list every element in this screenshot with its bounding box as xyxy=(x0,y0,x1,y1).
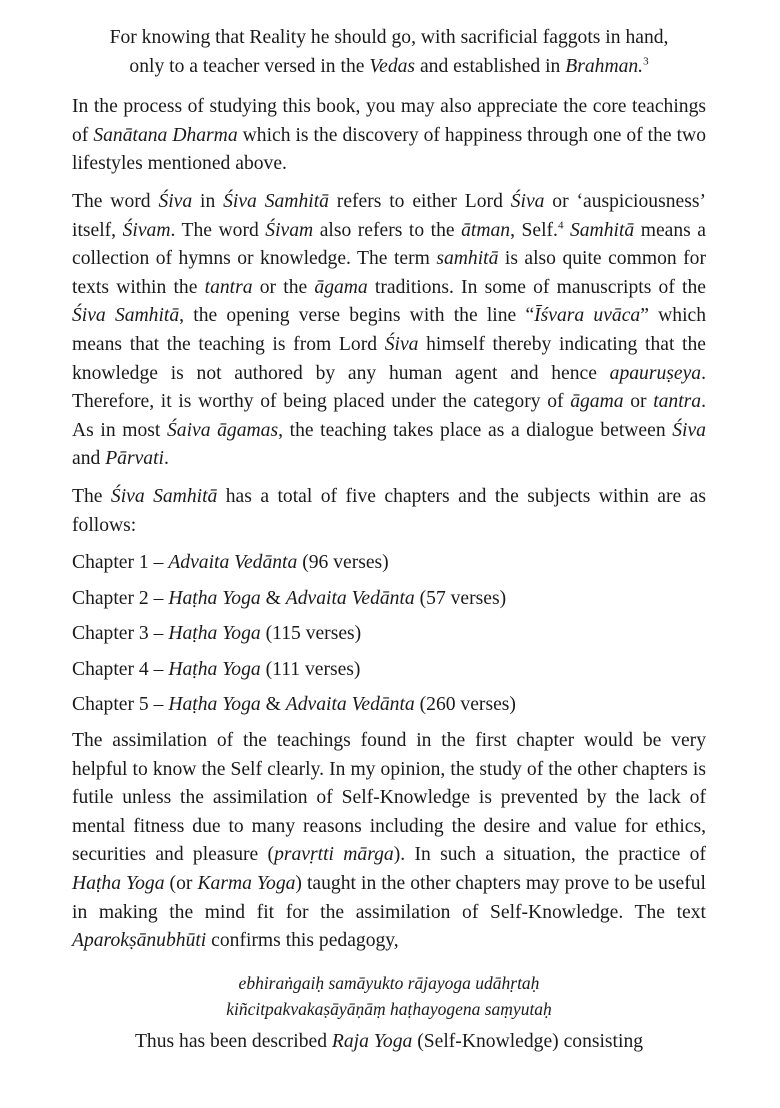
italic-term: Śaiva āgamas xyxy=(166,419,279,441)
italic-term: Haṭha Yoga xyxy=(168,694,261,716)
italic-term: Samhitā xyxy=(569,219,635,241)
text-run: which is the discovery of happiness through one of the two lifestyles mentioned above. xyxy=(72,124,706,175)
text-run: has a total of five chapters and the subjects within are as follows: xyxy=(72,485,706,536)
text-run: , the opening verse begins with the line “ xyxy=(179,305,535,327)
paragraph xyxy=(72,188,706,474)
italic-term: Sanātana Dharma xyxy=(93,124,238,146)
italic-term: Advaita Vedānta xyxy=(285,587,415,609)
body-paragraphs xyxy=(72,93,706,540)
text-run: ). In such a situation, the practice of xyxy=(393,844,706,866)
text-run: . As in most xyxy=(72,391,706,441)
text-run: The assimilation of the teachings found in the first chapter would be very helpful to know the Self clearly. In my opinion, the study of the other chapters is futile unless the assimilation of Self-Knowledge is prevented by the lack of mental fitness due to many reasons including the desire and value for ethics, securities and pleasure ( xyxy=(72,730,706,866)
book-page xyxy=(72,24,706,1065)
italic-term: pravṛtti mārga xyxy=(274,844,394,866)
footnote-ref: 4 xyxy=(557,219,564,232)
italic-term: Śiva Samhitā xyxy=(72,305,180,327)
text-run: ebhiraṅgaiḥ samāyukto rājayoga udāhṛtaḥ xyxy=(238,972,540,993)
text-run: The word xyxy=(72,190,159,212)
italic-term: Karma Yoga xyxy=(197,873,296,895)
text-run: in xyxy=(192,190,224,212)
italic-term: apauruṣeya xyxy=(609,362,702,384)
text-run: and xyxy=(72,448,106,470)
text-run: kiñcitpakvakaṣāyāṇāṃ haṭhayogena saṃyutaḥ xyxy=(226,998,552,1019)
italic-term: Śiva xyxy=(672,419,706,441)
text-run: In the process of studying this book, you may also appreciate the core teachings of xyxy=(72,96,706,146)
italic-term: āgama xyxy=(314,276,368,298)
body-paragraphs-2 xyxy=(72,727,706,956)
text-run: or ‘auspiciousness’ itself, xyxy=(72,190,706,241)
italic-term: Śiva Samhitā xyxy=(223,190,329,212)
text-run: & xyxy=(260,587,286,609)
chapter-item xyxy=(72,620,706,649)
text-run: Chapter 5 – xyxy=(72,694,169,716)
text-run: (Self-Knowledge) consisting xyxy=(412,1030,644,1052)
text-run: (260 verses) xyxy=(414,694,516,716)
text-run: himself thereby indicating that the knowledge is not authored by any human agent and hence xyxy=(72,333,706,384)
paragraph xyxy=(72,93,706,179)
text-run: & xyxy=(260,694,286,716)
italic-term: Pārvati xyxy=(105,448,164,470)
text-run: Chapter 1 – xyxy=(72,552,169,574)
chapter-list xyxy=(72,549,706,720)
italic-term: Haṭha Yoga xyxy=(168,623,261,645)
paragraph xyxy=(72,1028,706,1057)
chapter-item xyxy=(72,691,706,720)
text-run: . xyxy=(163,448,169,470)
italic-term: Śivam xyxy=(122,219,171,241)
italic-term: tantra xyxy=(653,391,702,413)
italic-term: ātman xyxy=(461,219,511,241)
chapter-item xyxy=(72,549,706,578)
text-run: confirms this pedagogy, xyxy=(206,930,399,952)
text-run: Thus has been described xyxy=(134,1030,332,1052)
italic-term: Śivam xyxy=(265,219,314,241)
text-run: (57 verses) xyxy=(414,587,507,609)
verse-line xyxy=(72,970,706,996)
italic-term: Brahman. xyxy=(565,55,644,77)
text-run: traditions. In some of manuscripts of the xyxy=(367,276,706,298)
text-run: (115 verses) xyxy=(260,623,362,645)
verse-line xyxy=(72,996,706,1022)
italic-term: Śiva xyxy=(510,190,545,212)
text-run: (or xyxy=(164,873,198,895)
chapter-item xyxy=(72,585,706,614)
text-run: or xyxy=(623,391,654,413)
paragraph xyxy=(72,483,706,540)
italic-term: Advaita Vedānta xyxy=(285,694,415,716)
text-run: means a collection of hymns or knowledge. The term xyxy=(72,219,706,270)
italic-term: Śiva xyxy=(158,190,193,212)
text-run: Chapter 2 – xyxy=(72,587,169,609)
text-run: is also quite common for texts within the xyxy=(72,248,706,298)
text-run: The xyxy=(72,485,111,507)
text-run: (111 verses) xyxy=(260,658,361,680)
intro-verse xyxy=(72,24,706,81)
italic-term: Haṭha Yoga xyxy=(72,873,165,895)
verse-line xyxy=(72,24,706,53)
text-run: Chapter 3 – xyxy=(72,623,169,645)
text-run: also refers to the xyxy=(313,219,462,241)
text-run: (96 verses) xyxy=(297,552,389,574)
italic-term: tantra xyxy=(204,276,253,298)
italic-term: samhitā xyxy=(436,248,499,270)
text-run: , the teaching takes place as a dialogue between xyxy=(278,419,673,441)
italic-term: āgama xyxy=(570,391,624,413)
italic-term: Haṭha Yoga xyxy=(168,587,261,609)
text-run: . Therefore, it is worthy of being placed under the category of xyxy=(72,362,706,413)
text-run: , Self. xyxy=(510,219,558,241)
footnote-ref: 3 xyxy=(643,55,649,68)
italic-term: Haṭha Yoga xyxy=(168,658,261,680)
text-run: only to a teacher versed in the xyxy=(129,55,370,77)
italic-term: Śiva xyxy=(384,333,419,355)
text-run: . The word xyxy=(170,219,266,241)
italic-term: Śiva Samhitā xyxy=(110,485,218,507)
italic-term: Advaita Vedānta xyxy=(168,552,298,574)
italic-term: Aparokṣānubhūti xyxy=(72,930,207,952)
sanskrit-verse xyxy=(72,970,706,1022)
italic-term: Īśvara uvāca xyxy=(534,305,641,327)
italic-term: Raja Yoga xyxy=(331,1030,413,1052)
text-run: Chapter 4 – xyxy=(72,658,169,680)
italic-term: Vedas xyxy=(369,55,416,77)
text-run: or the xyxy=(252,276,315,298)
closing-line xyxy=(72,1028,706,1057)
text-run: and established in xyxy=(415,55,566,77)
text-run: ” which means that the teaching is from Lord xyxy=(72,305,707,355)
verse-line xyxy=(72,53,706,82)
text-run: For knowing that Reality he should go, with sacrificial faggots in hand, xyxy=(109,27,669,48)
paragraph xyxy=(72,727,706,956)
text-run: refers to either Lord xyxy=(328,190,511,212)
text-run: ) taught in the other chapters may prove to be useful in making the mind fit for the assimilation of Self-Knowledge. The text xyxy=(72,873,706,923)
chapter-item xyxy=(72,656,706,685)
